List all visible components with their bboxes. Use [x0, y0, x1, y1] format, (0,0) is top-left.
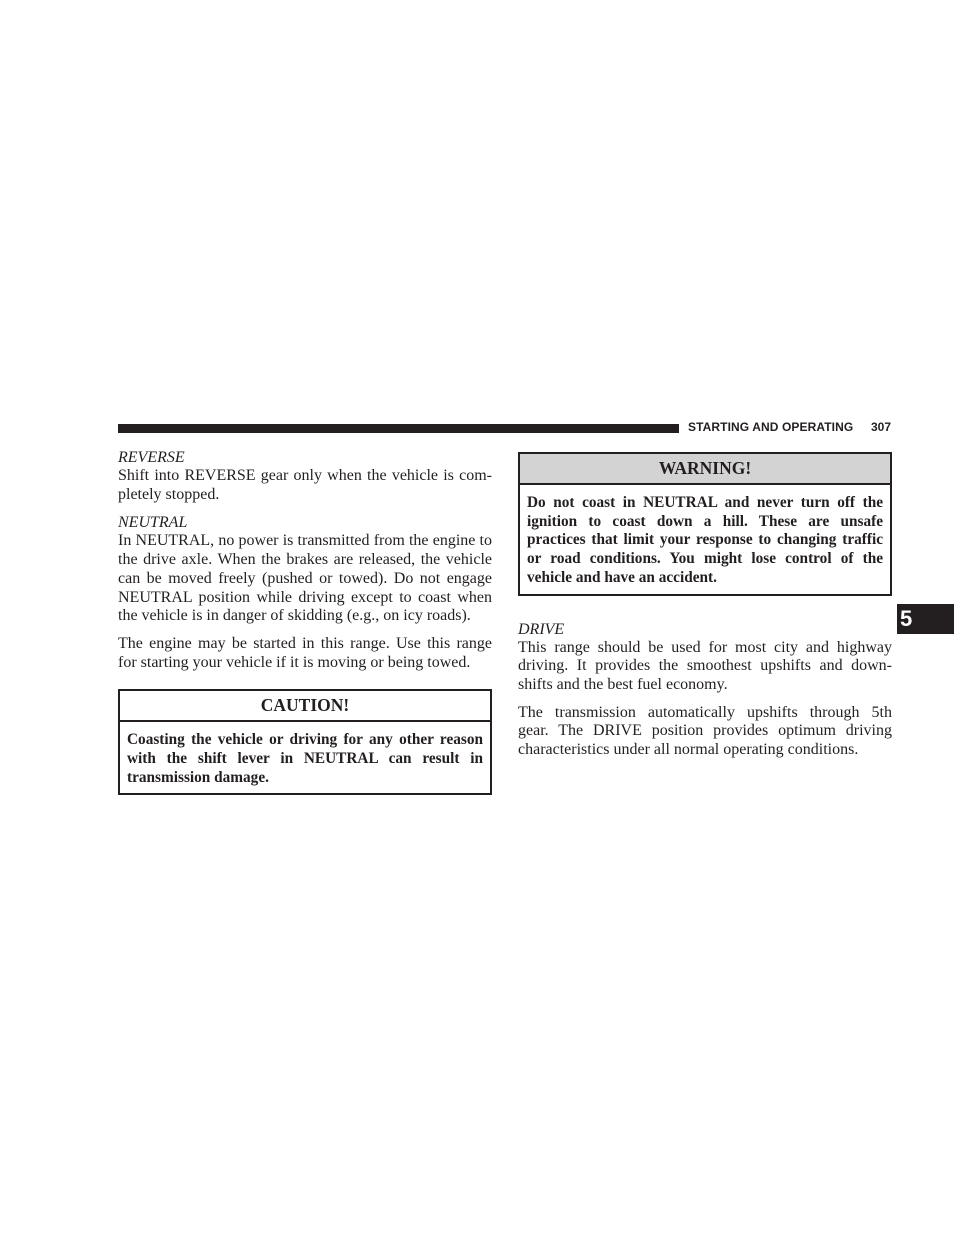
- neutral-heading: NEUTRAL: [118, 514, 188, 532]
- header-rule: [118, 424, 679, 433]
- transmission-paragraph: [518, 704, 892, 760]
- caution-box: [118, 689, 492, 795]
- warning-title: WARNING!: [520, 454, 890, 485]
- text-line: shifts and the best fuel economy.: [518, 675, 728, 693]
- text-line: can be moved freely (pushed or towed). Do not engage: [118, 569, 492, 587]
- text-line: the vehicle is in danger of skidding (e.g., on icy roads).: [118, 607, 471, 625]
- engine-start-paragraph: [118, 635, 492, 672]
- text-line: gear. The DRIVE position provides optimum driving: [518, 722, 892, 740]
- page-number: 307: [871, 420, 892, 434]
- chapter-number: 5: [900, 606, 913, 631]
- left-column: [118, 448, 492, 795]
- text-line: Do not coast in NEUTRAL and never turn off the: [527, 494, 883, 511]
- text-line: ignition to coast down a hill. These are unsafe: [527, 512, 883, 530]
- text-line: NEUTRAL position while driving except to coast when: [118, 588, 492, 606]
- caution-title: CAUTION!: [120, 691, 490, 722]
- text-line: transmission damage.: [127, 768, 269, 786]
- warning-box: [518, 452, 892, 596]
- text-line: or road conditions. You might lose control of the: [527, 550, 883, 568]
- text-line: for starting your vehicle if it is moving or being towed.: [118, 653, 471, 671]
- warning-text: [520, 485, 890, 594]
- caution-text: [120, 722, 490, 793]
- text-line: The engine may be started in this range. Use this range: [118, 634, 492, 652]
- text-line: pletely stopped.: [118, 485, 220, 503]
- text-line: This range should be used for most city and highway: [518, 638, 892, 656]
- text-line: Shift into REVERSE gear only when the vehicle is com-: [118, 467, 492, 484]
- drive-paragraph: [518, 639, 892, 695]
- text-line: practices that limit your response to changing traffic: [527, 531, 883, 549]
- text-line: the drive axle. When the brakes are released, the vehicle: [118, 551, 492, 569]
- text-line: vehicle and have an accident.: [527, 568, 717, 586]
- reverse-heading: REVERSE: [118, 449, 185, 466]
- text-line: driving. It provides the smoothest upshifts and down-: [518, 657, 892, 675]
- text-line: Coasting the vehicle or driving for any other reason: [127, 731, 483, 749]
- text-line: The transmission automatically upshifts through 5th: [518, 703, 892, 721]
- text-line: In NEUTRAL, no power is transmitted from the engine to: [118, 532, 492, 550]
- neutral-paragraph: [118, 532, 492, 626]
- text-line: with the shift lever in NEUTRAL can result in: [127, 750, 483, 768]
- text-line: characteristics under all normal operating conditions.: [518, 741, 859, 759]
- reverse-paragraph: [118, 467, 492, 504]
- drive-heading: DRIVE: [518, 620, 565, 638]
- chapter-tab: [897, 604, 954, 634]
- right-column: [518, 452, 892, 760]
- section-title: STARTING AND OPERATING: [688, 420, 854, 434]
